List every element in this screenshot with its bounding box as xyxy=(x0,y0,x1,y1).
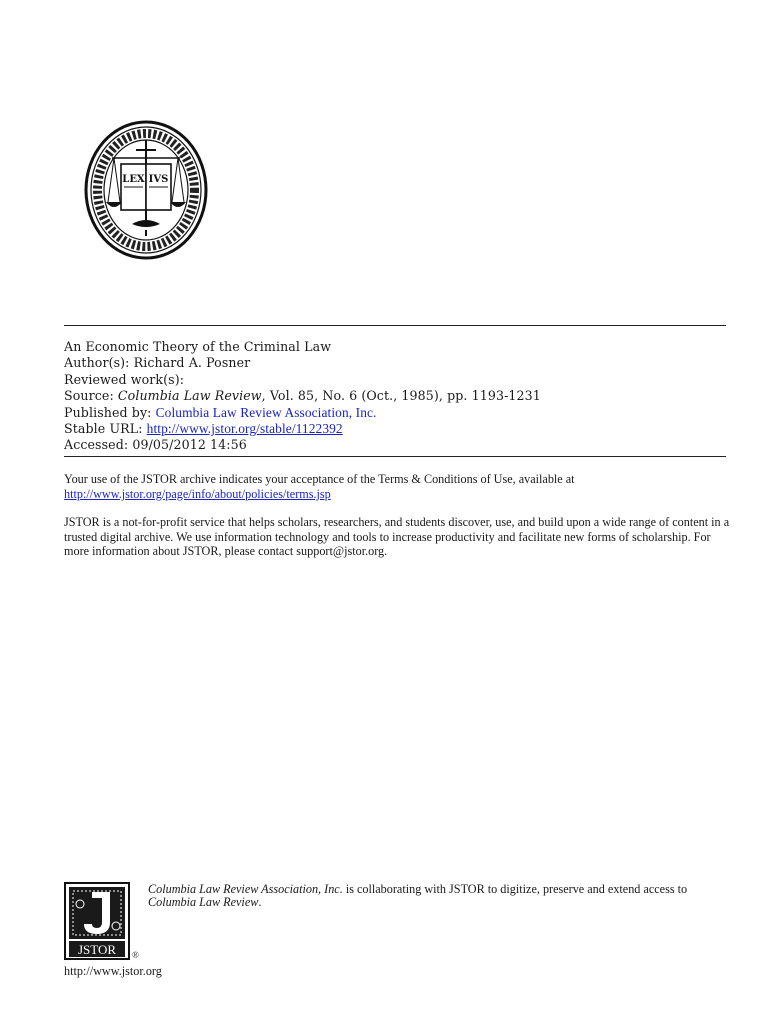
source-details: , Vol. 85, No. 6 (Oct., 1985), pp. 1193-1231 xyxy=(261,388,541,404)
author-name: Richard A. Posner xyxy=(133,355,251,371)
author-label: Author(s): xyxy=(64,355,130,371)
article-title: An Economic Theory of the Criminal Law xyxy=(64,339,332,354)
jstor-logo-text: JSTOR xyxy=(77,942,117,957)
stable-url-link[interactable]: http://www.jstor.org/stable/1122392 xyxy=(146,421,343,437)
journal-name: Columbia Law Review xyxy=(117,388,262,404)
accessed-label: Accessed: xyxy=(64,437,129,453)
top-divider xyxy=(64,325,726,326)
author-line xyxy=(64,355,726,371)
registered-mark: ® xyxy=(132,950,139,960)
source-label: Source: xyxy=(64,388,114,404)
reviewed-works-line: Reviewed work(s): xyxy=(64,371,185,387)
publisher-line xyxy=(64,405,726,421)
seal-book-left-text: LEX xyxy=(122,174,145,185)
publisher-link[interactable]: Columbia Law Review Association, Inc. xyxy=(155,404,377,420)
bottom-divider xyxy=(64,456,726,457)
terms-text: Your use of the JSTOR archive indicates your acceptance of the Terms & Conditions of Use, available at xyxy=(64,472,575,486)
accessed-line xyxy=(64,437,726,453)
publisher-label: Published by: xyxy=(64,404,152,420)
jstor-url[interactable]: http://www.jstor.org xyxy=(64,964,162,978)
terms-link[interactable]: http://www.jstor.org/page/info/about/policies/terms.jsp xyxy=(64,486,331,501)
collab-end: . xyxy=(258,895,262,909)
collab-journal: Columbia Law Review xyxy=(148,895,259,909)
accessed-date: 09/05/2012 14:56 xyxy=(132,437,247,453)
seal-book-right-text: IVS xyxy=(148,174,169,185)
jstor-logo xyxy=(64,882,130,960)
terms-paragraph xyxy=(64,472,734,501)
collab-text: is collaborating with JSTOR to digitize, preserve and extend access to xyxy=(342,882,688,896)
about-jstor-paragraph: JSTOR is a not-for-profit service that helps scholars, researchers, and students discover, use, and build upon a wide range of content in a trusted digital archive. We use information technology and tools to increase productivity and facilitate new forms of scholarship. For more information about JSTOR, please contact support@jstor.org. xyxy=(64,515,730,559)
collab-publisher: Columbia Law Review Association, Inc. xyxy=(148,882,343,896)
source-line xyxy=(64,388,726,404)
collaboration-statement xyxy=(148,883,748,909)
stable-url-line xyxy=(64,421,726,437)
stable-url-label: Stable URL: xyxy=(64,421,143,437)
citation-block xyxy=(64,339,726,454)
columbia-law-review-seal xyxy=(84,120,208,260)
